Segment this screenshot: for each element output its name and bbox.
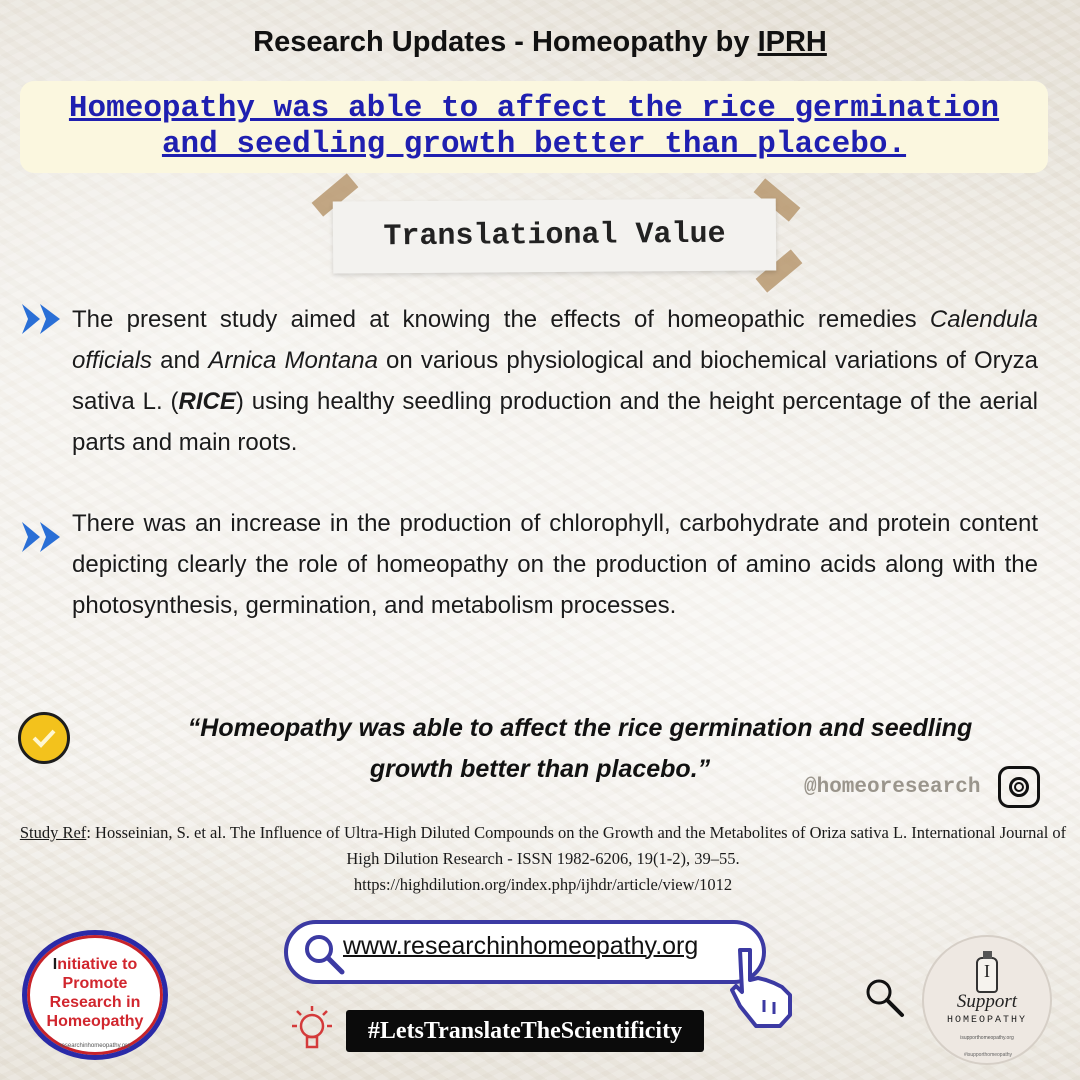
paragraph-1 bbox=[72, 299, 1038, 463]
reference-text: : Hosseinian, S. et al. The Influence of Ultra-High Diluted Compounds on the Growth and the Metabolites of Oriza sativa L. International Journal of High Dilution Research - ISSN 1982-6206, 19(1-2), 39–55. bbox=[86, 823, 1067, 868]
title-org: IPRH bbox=[757, 26, 827, 58]
bottle-letter: I bbox=[984, 961, 990, 981]
paragraph-1-text: on various physiological and biochemical variations of Oryza sativa L. ( bbox=[72, 347, 1038, 415]
section-tag-label: Translational Value bbox=[383, 217, 726, 255]
lightbulb-icon bbox=[286, 1002, 338, 1060]
double-arrow-icon bbox=[20, 520, 66, 554]
social-handle[interactable]: @homeoresearch bbox=[804, 776, 981, 799]
headline-banner bbox=[20, 81, 1048, 173]
logo-support-text: Support bbox=[956, 991, 1018, 1012]
quote-line-2: growth better than placebo.” bbox=[369, 755, 711, 783]
double-arrow-icon bbox=[20, 302, 66, 336]
remedy-arnica: Arnica Montana bbox=[208, 347, 378, 374]
logo-caption: researchinhomeopathy.org bbox=[59, 1043, 131, 1049]
bottle-icon bbox=[976, 957, 998, 993]
page-title bbox=[0, 26, 1080, 59]
reference-label: Study Ref bbox=[19, 823, 87, 842]
iprh-logo bbox=[22, 930, 168, 1060]
logo-line-2: Promote bbox=[62, 975, 128, 992]
logo-line-3: Research in bbox=[49, 994, 141, 1011]
website-link[interactable]: www.researchinhomeopathy.org bbox=[343, 932, 699, 960]
hashtag-text: #LetsTranslateTheScientificity bbox=[367, 1017, 683, 1044]
support-homeopathy-logo bbox=[922, 935, 1052, 1065]
paragraph-1-text: The present study aimed at knowing the effects of homeopathic remedies bbox=[72, 306, 930, 333]
quote-line-1: “Homeopathy was able to affect the rice germination and seedling bbox=[187, 714, 973, 742]
magnifier-icon bbox=[862, 975, 906, 1019]
search-icon bbox=[302, 932, 346, 976]
headline-line-1: Homeopathy was able to affect the rice germination bbox=[68, 91, 1000, 126]
logo-homeopathy-text: HOMEOPATHY bbox=[946, 1015, 1027, 1026]
paragraph-2 bbox=[72, 503, 1038, 626]
remedy-calendula: Calendula officials bbox=[72, 306, 1038, 374]
title-prefix: Research Updates - Homeopathy by bbox=[253, 26, 758, 58]
paragraph-1-text: and bbox=[152, 347, 209, 374]
logo-site-text: isupporthomeopathy.org bbox=[960, 1035, 1014, 1041]
headline-line-2: and seedling growth better than placebo. bbox=[161, 127, 907, 162]
logo-line-1: nitiative to bbox=[57, 956, 138, 973]
paragraph-1-text: ) using healthy seedling production and the height percentage of the aerial parts and main roots. bbox=[72, 388, 1038, 456]
logo-line-4: Homeopathy bbox=[46, 1013, 144, 1030]
paragraph-2-text: There was an increase in the production of chlorophyll, carbohydrate and protein content depicting clearly the role of homeopathy on the production of amino acids along with the photosynthesis, germination, and metabolism processes. bbox=[72, 510, 1038, 619]
rice-emphasis: RICE bbox=[178, 388, 236, 415]
pointer-hand-icon bbox=[720, 940, 810, 1030]
logo-right-caption: #isupporthomeopathy bbox=[963, 1052, 1013, 1058]
reference-url[interactable]: https://highdilution.org/index.php/ijhdr/article/view/1012 bbox=[353, 875, 733, 894]
section-tag bbox=[333, 198, 776, 273]
study-reference bbox=[18, 820, 1068, 898]
hashtag-banner bbox=[346, 1010, 704, 1052]
logo-initial: I bbox=[52, 956, 58, 973]
instagram-icon[interactable] bbox=[998, 766, 1040, 808]
